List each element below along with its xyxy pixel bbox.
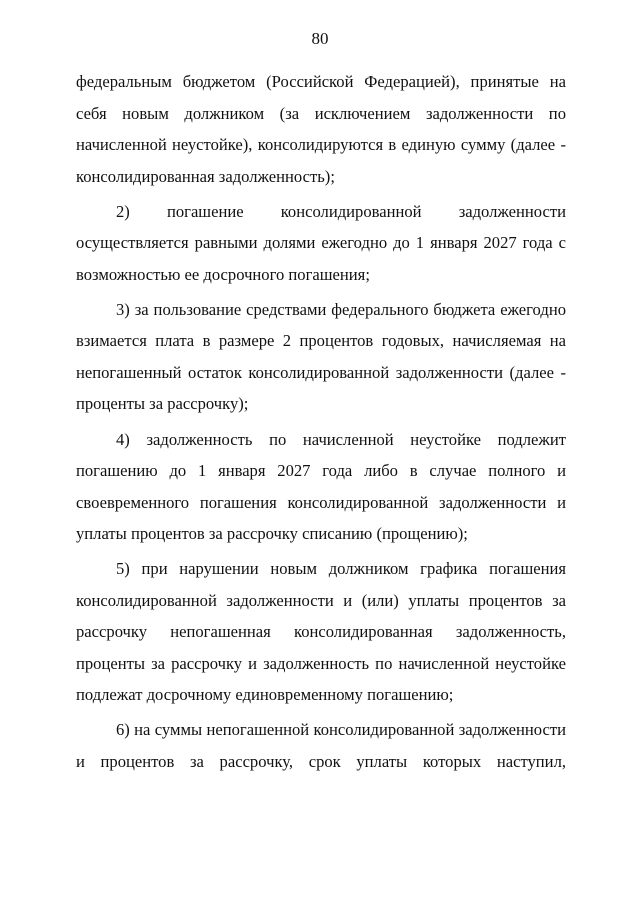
paragraph-item-6: 6) на суммы непогашенной консолидированной задолженности и процентов за рассрочку, срок уплаты которых наступил, (76, 720, 566, 771)
paragraph-item-4: 4) задолженность по начисленной неустойке подлежит погашению до 1 января 2027 года либо в случае полного и своевременного погашения консолидированной задолженности и уплаты процентов за рассрочку списанию (прощению); (76, 429, 566, 544)
paragraph-item-3: 3) за пользование средствами федерального бюджета ежегодно взимается плата в размере 2 процентов годовых, начисляемая на непогашенный остаток консолидированной задолженности (далее - проценты за рассрочку); (76, 299, 566, 414)
document-body (76, 66, 566, 781)
page-number: 80 (311, 29, 329, 48)
paragraph-item-2: 2) погашение консолидированной задолженности осуществляется равными долями ежегодно до 1 января 2027 года с возможностью ее досрочного погашения; (76, 201, 566, 284)
paragraph-item-5: 5) при нарушении новым должником графика погашения консолидированной задолженности и (или) уплаты процентов за рассрочку непогашенная консолидированная задолженность, проценты за рассрочку и задолженность по начисленной неустойке подлежат досрочному единовременному погашению; (76, 559, 566, 705)
paragraph-continuation: федеральным бюджетом (Российской Федерацией), принятые на себя новым должником (за исключением задолженности по начисленной неустойке), консолидируются в единую сумму (далее - консолидированная задолженность); (76, 72, 566, 186)
